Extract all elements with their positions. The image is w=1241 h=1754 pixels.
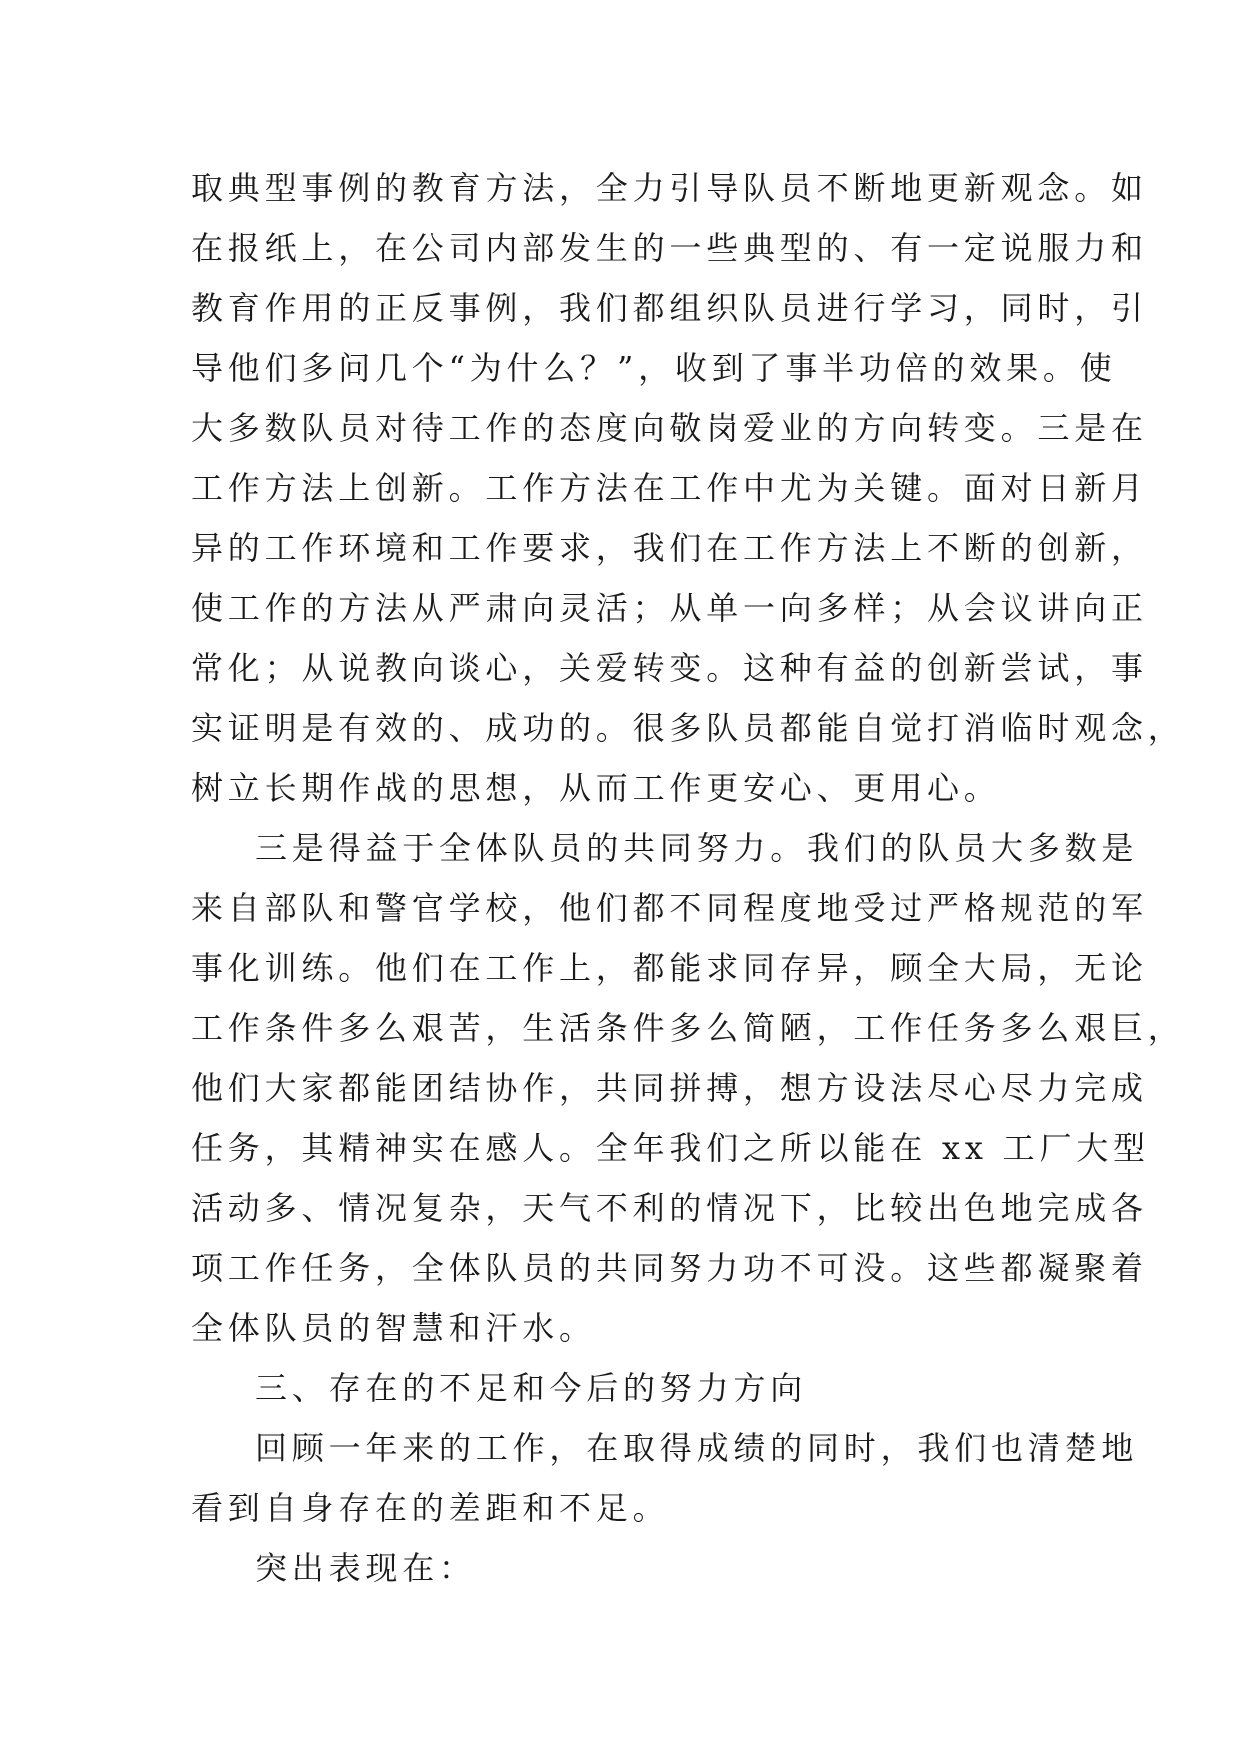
paragraph-1 bbox=[191, 158, 1185, 818]
paragraph-1-line-9: 常化；从说教向谈心，关爱转变。这种有益的创新尝试，事 bbox=[191, 649, 1148, 687]
paragraph-1-line-6: 工作方法上创新。工作方法在工作中尤为关键。面对日新月 bbox=[191, 469, 1148, 507]
paragraph-4 bbox=[191, 1418, 1139, 1538]
paragraph-1-line-11: 树立长期作战的思想，从而工作更安心、更用心。 bbox=[191, 769, 1001, 807]
paragraph-2-line-5: 他们大家都能团结协作，共同拼搏，想方设法尽心尽力完成 bbox=[191, 1069, 1148, 1107]
paragraph-2-line-4: 工作条件多么艰苦，生活条件多么简陋，工作任务多么艰巨， bbox=[191, 1009, 1185, 1047]
document-body bbox=[191, 158, 1185, 1598]
paragraph-1-line-8: 使工作的方法从严肃向灵活；从单一向多样；从会议讲向正 bbox=[191, 589, 1148, 627]
paragraph-5 bbox=[191, 1538, 1050, 1598]
paragraph-2-line-8: 项工作任务，全体队员的共同努力功不可没。这些都凝聚着 bbox=[191, 1249, 1148, 1287]
paragraph-1-line-5: 大多数队员对待工作的态度向敬岗爱业的方向转变。三是在 bbox=[191, 409, 1148, 447]
section-heading-text: 三、存在的不足和今后的努力方向 bbox=[255, 1369, 808, 1407]
paragraph-1-line-4: 导他们多问几个“为什么？”，收到了事半功倍的效果。使 bbox=[191, 349, 1117, 387]
paragraph-2-line-9: 全体队员的智慧和汗水。 bbox=[191, 1309, 596, 1347]
paragraph-2-line-2: 来自部队和警官学校，他们都不同程度地受过严格规范的军 bbox=[191, 889, 1148, 927]
paragraph-1-line-10: 实证明是有效的、成功的。很多队员都能自觉打消临时观念， bbox=[191, 709, 1185, 747]
paragraph-1-line-3: 教育作用的正反事例，我们都组织队员进行学习，同时，引 bbox=[191, 289, 1148, 327]
paragraph-1-line-2: 在报纸上，在公司内部发生的一些典型的、有一定说服力和 bbox=[191, 229, 1148, 267]
paragraph-2 bbox=[191, 818, 1185, 1358]
paragraph-2-line-1: 三是得益于全体队员的共同努力。我们的队员大多数是 bbox=[255, 829, 1139, 867]
paragraph-4-line-2: 看到自身存在的差距和不足。 bbox=[191, 1489, 670, 1527]
paragraph-2-line-6: 任务，其精神实在感人。全年我们之所以能在 xx 工厂大型 bbox=[191, 1129, 1150, 1167]
section-heading bbox=[191, 1358, 1050, 1418]
paragraph-2-line-3: 事化训练。他们在工作上，都能求同存异，顾全大局，无论 bbox=[191, 949, 1148, 987]
paragraph-2-line-7: 活动多、情况复杂，天气不利的情况下，比较出色地完成各 bbox=[191, 1189, 1148, 1227]
paragraph-4-line-1: 回顾一年来的工作，在取得成绩的同时，我们也清楚地 bbox=[255, 1429, 1139, 1467]
paragraph-5-text: 突出表现在： bbox=[255, 1549, 476, 1587]
paragraph-1-line-7: 异的工作环境和工作要求，我们在工作方法上不断的创新， bbox=[191, 529, 1148, 567]
paragraph-1-line-1: 取典型事例的教育方法，全力引导队员不断地更新观念。如 bbox=[191, 169, 1148, 207]
